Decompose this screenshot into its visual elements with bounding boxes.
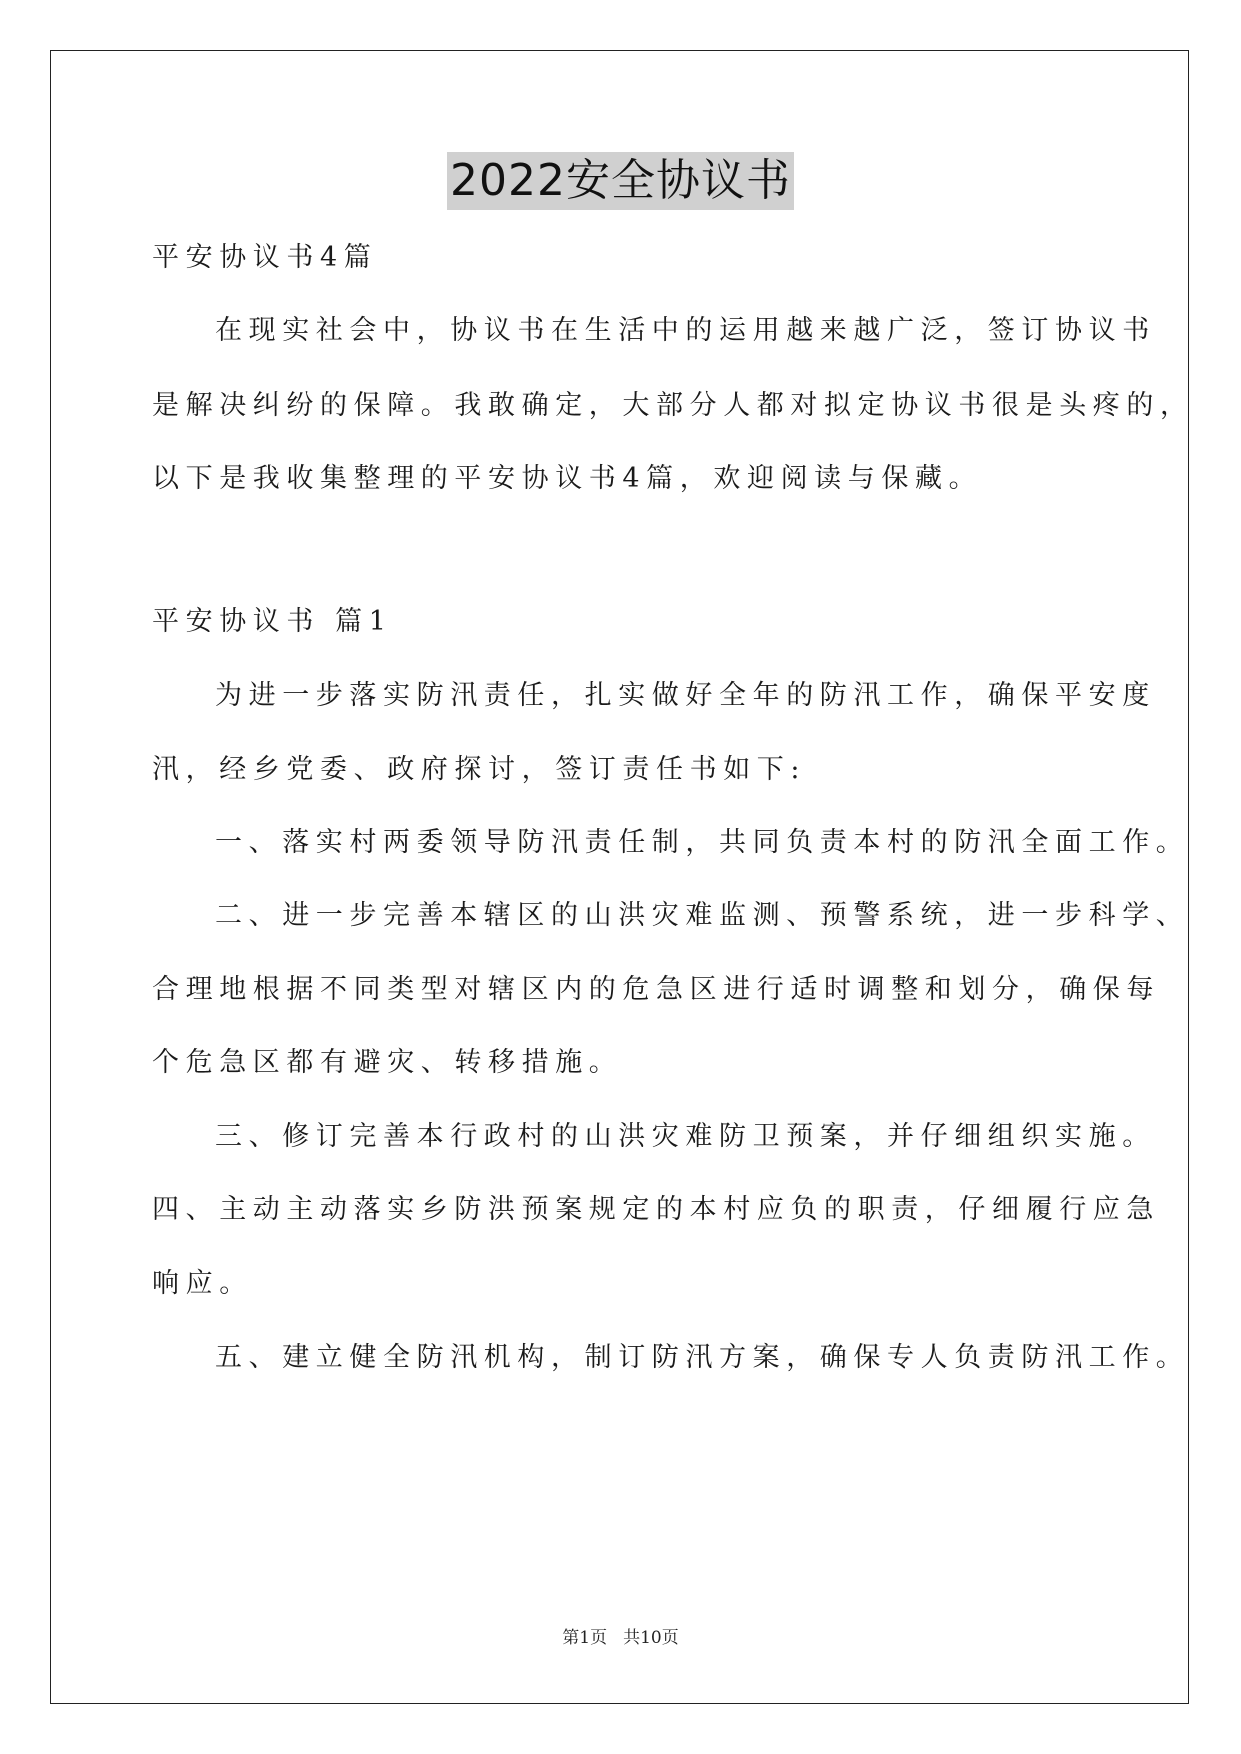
intro-heading: 平安协议书4篇	[152, 242, 378, 273]
body-line: 汛，经乡党委、政府探讨，签订责任书如下:	[152, 754, 807, 785]
body-line: 四、主动主动落实乡防洪预案规定的本村应负的职责，仔细履行应急	[152, 1194, 1160, 1225]
page-number: 第1页	[562, 1628, 608, 1648]
body-line: 合理地根据不同类型对辖区内的危急区进行适时调整和划分，确保每	[152, 974, 1160, 1005]
page-footer	[0, 1623, 1241, 1648]
body-line: 五、建立健全防汛机构，制订防汛方案，确保专人负责防汛工作。	[215, 1342, 1190, 1373]
intro-line: 是解决纠纷的保障。我敢确定，大部分人都对拟定协议书很是头疼的，	[152, 390, 1194, 421]
body-line: 个危急区都有避灾、转移措施。	[152, 1047, 623, 1078]
body-line: 三、修订完善本行政村的山洪灾难防卫预案，并仔细组织实施。	[215, 1121, 1156, 1152]
section-heading: 平安协议书 篇1	[152, 606, 393, 637]
body-line: 一、落实村两委领导防汛责任制，共同负责本村的防汛全面工作。	[215, 827, 1190, 858]
title-container	[0, 152, 1241, 210]
page-frame	[50, 50, 1189, 1704]
document-title: 2022安全协议书	[447, 152, 794, 210]
page-total: 共10页	[623, 1628, 679, 1648]
intro-line: 以下是我收集整理的平安协议书4篇，欢迎阅读与保藏。	[152, 463, 983, 494]
body-line: 为进一步落实防汛责任，扎实做好全年的防汛工作，确保平安度	[215, 680, 1156, 711]
body-line: 响应。	[152, 1268, 253, 1299]
intro-line: 在现实社会中，协议书在生活中的运用越来越广泛，签订协议书	[215, 315, 1156, 346]
body-line: 二、进一步完善本辖区的山洪灾难监测、预警系统，进一步科学、	[215, 900, 1190, 931]
